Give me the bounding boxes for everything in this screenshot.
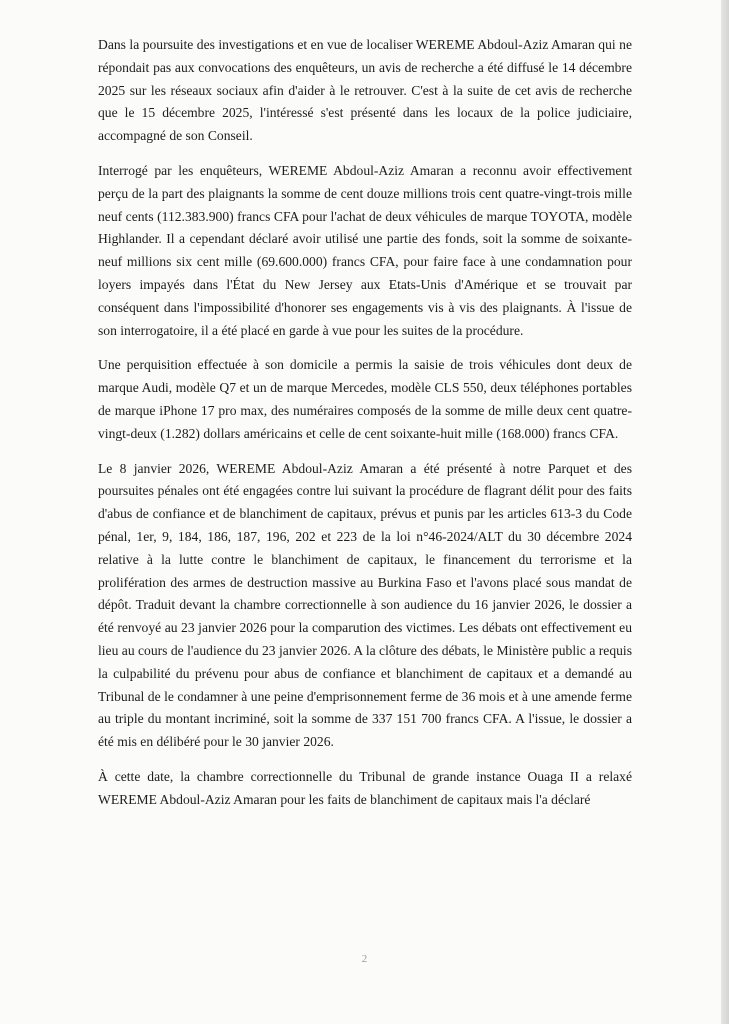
- page-edge-shadow: [721, 0, 729, 1024]
- paragraph-verdict: À cette date, la chambre correctionnelle du Tribunal de grande instance Ouaga II a relaxé WEREME Abdoul-Aziz Amaran pour les faits de blanchiment de capitaux mais l'a déclaré: [98, 768, 632, 807]
- page-number: 2: [361, 953, 368, 965]
- paragraph-interrogation: Interrogé par les enquêteurs, WEREME Abdoul-Aziz Amaran a reconnu avoir effectivement perçu de la part des plaignants la somme de cent douze millions trois cent quatre-vingt-trois mille neuf cents (112.383.900) francs CFA pour l'achat de deux véhicules de marque TOYOTA, modèle Highlander. Il a cependant déclaré avoir utilisé une partie des fonds, soit la somme de soixante-neuf millions six cent mille (69.600.000) francs CFA, pour faire face à une condamnation pour loyers impayés dans l'État du New Jersey aux Etats-Unis d'Amérique et se trouvait par conséquent dans l'impossibilité d'honorer ses engagements vis à vis des plaignants. À l'issue de son interrogatoire, il a été placé en garde à vue pour les suites de la procédure.: [98, 162, 632, 338]
- paragraph-prosecution: Le 8 janvier 2026, WEREME Abdoul-Aziz Amaran a été présenté à notre Parquet et des poursuites pénales ont été engagées contre lui suivant la procédure de flagrant délit pour des faits d'abus de confiance et de blanchiment de capitaux, prévus et punis par les articles 613-3 du Code pénal, 1er, 9, 184, 186, 187, 196, 202 et 223 de la loi n°46-2024/ALT du 30 décembre 2024 relative à la lutte contre le blanchiment de capitaux, le financement du terrorisme et la prolifération des armes de destruction massive au Burkina Faso et l'avons placé sous mandat de dépôt. Traduit devant la chambre correctionnelle à son audience du 16 janvier 2026, le dossier a été renvoyé au 23 janvier 2026 pour la comparution des victimes. Les débats ont effectivement eu lieu au cours de l'audience du 23 janvier 2026. A la clôture des débats, le Ministère public a requis la culpabilité du prévenu pour abus de confiance et blanchiment de capitaux et a demandé au Tribunal de le condamner à une peine d'emprisonnement ferme de 36 mois et à une amende ferme au triple du montant incriminé, soit la somme de 337 151 700 francs CFA. A l'issue, le dossier a été mis en délibéré pour le 30 janvier 2026.: [98, 460, 632, 750]
- paragraph-investigation: Dans la poursuite des investigations et en vue de localiser WEREME Abdoul-Aziz Amaran qui ne répondait pas aux convocations des enquêteurs, un avis de recherche a été diffusé le 14 décembre 2025 sur les réseaux sociaux afin d'aider à le retrouver. C'est à la suite de cet avis de recherche que le 15 décembre 2025, l'intéressé s'est présenté dans les locaux de la police judiciaire, accompagné de son Conseil.: [98, 37, 632, 144]
- document-body: [98, 34, 632, 824]
- paragraph-search: Une perquisition effectuée à son domicile a permis la saisie de trois véhicules dont deux de marque Audi, modèle Q7 et un de marque Mercedes, modèle CLS 550, deux téléphones portables de marque iPhone 17 pro max, des numéraires composés de la somme de mille deux cent quatre-vingt-deux (1.282) dollars américains et celle de cent soixante-huit mille (168.000) francs CFA.: [98, 357, 632, 441]
